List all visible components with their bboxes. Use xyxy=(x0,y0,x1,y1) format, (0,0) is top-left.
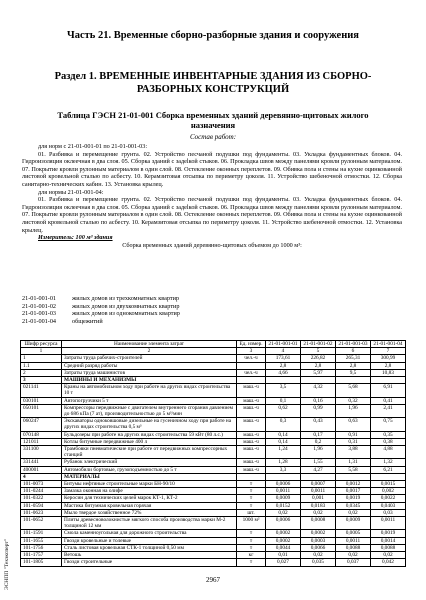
table-row xyxy=(21,466,406,473)
cell-code: 101-0244 xyxy=(21,488,62,495)
norm-code-list xyxy=(22,295,402,325)
norm-code: 21-01-001-01 xyxy=(22,295,57,302)
table-row xyxy=(21,362,406,369)
cell-unit xyxy=(237,377,266,384)
table-row xyxy=(21,544,406,551)
table-row xyxy=(21,495,406,502)
column-number: 1 xyxy=(21,348,62,355)
cell-value: 0,002 xyxy=(371,488,406,495)
column-header: 21-01-001-01 xyxy=(266,341,301,348)
table-row xyxy=(21,418,406,431)
cell-value: 0,0009 xyxy=(266,495,301,502)
table-row xyxy=(21,473,406,480)
cell-value: 1,96 xyxy=(301,446,336,459)
cell-code: 2 xyxy=(21,369,62,376)
cell-unit: чел.-ч xyxy=(237,369,266,376)
cell-value: 10,83 xyxy=(371,369,406,376)
cell-name: Плиты древесноволокнистые мягкого способа производства марки М-2 толщиной 12 мм xyxy=(62,517,237,530)
cell-value: 5,97 xyxy=(301,369,336,376)
table-row xyxy=(21,355,406,362)
cell-name: Затраты труда машинистов xyxy=(62,369,237,376)
cell-name: Краны на автомобильном ходу при работе на других видах строительства 10 т xyxy=(62,384,237,397)
cell-unit: 1000 м² xyxy=(237,517,266,530)
table-row xyxy=(21,517,406,530)
cell-value: 2,8 xyxy=(336,362,371,369)
cell-value xyxy=(371,377,406,384)
table-title: Таблица ГЭСН 21-01-001 Сборка временных зданий деревянно-щитовых жилого назначения xyxy=(57,110,369,130)
cell-value xyxy=(371,473,406,480)
column-number: 3 xyxy=(237,348,266,355)
column-header: Шифр ресурса xyxy=(21,341,62,348)
cell-unit: т xyxy=(237,559,266,566)
norm-code-description: жилых домов из однокомнатных квартир xyxy=(72,310,180,318)
cell-value: 1,55 xyxy=(301,459,336,466)
para1-head: для норм с 21-01-001-01 по 21-01-001-03: xyxy=(38,143,148,150)
table-row xyxy=(21,481,406,488)
cell-name: Бульдозеры при работе на других видах строительства 59 кВт (80 л.с.) xyxy=(62,431,237,438)
cell-name: Ветошь xyxy=(62,552,237,559)
cell-unit: чел.-ч xyxy=(237,355,266,362)
cell-value: 3,5 xyxy=(266,384,301,397)
table-row xyxy=(21,404,406,417)
norm-code-description: жилых домов из трехкомнатных квартир xyxy=(72,295,180,302)
cell-name: Сталь листовая кровельная СТК-1 толщиной 0,50 мм xyxy=(62,544,237,551)
cell-value: 0,01 xyxy=(266,552,301,559)
cell-value: 6,91 xyxy=(371,384,406,397)
column-header: 21-01-001-03 xyxy=(336,341,371,348)
table-row xyxy=(21,446,406,459)
cell-value: 2,8 xyxy=(301,362,336,369)
cell-value: 0,027 xyxy=(266,559,301,566)
cell-code: 400001 xyxy=(21,466,62,473)
cell-code: 4 xyxy=(21,473,62,480)
cell-unit: маш.-ч xyxy=(237,466,266,473)
cell-value: 0,63 xyxy=(336,418,371,431)
cell-value: 0,0015 xyxy=(371,481,406,488)
cell-value: 0,31 xyxy=(336,438,371,445)
cell-value: 0,0006 xyxy=(266,517,301,530)
cell-unit: т xyxy=(237,530,266,537)
cell-value xyxy=(336,377,371,384)
cell-code: 101-1655 xyxy=(21,537,62,544)
cell-unit: маш.-ч xyxy=(237,438,266,445)
cell-unit: кг xyxy=(237,552,266,559)
cell-code: 060247 xyxy=(21,418,62,431)
cell-unit: т xyxy=(237,544,266,551)
cell-value: 0,0002 xyxy=(301,530,336,537)
cell-name: Автопогрузчики 5 т xyxy=(62,397,237,404)
cell-code: 070148 xyxy=(21,431,62,438)
cell-value: 0,03 xyxy=(371,509,406,516)
para2-head: для нормы 21-01-001-04: xyxy=(38,188,104,196)
cell-value: 0,3 xyxy=(266,418,301,431)
cell-unit xyxy=(237,362,266,369)
cell-code: 101-0322 xyxy=(21,495,62,502)
cell-value: 0,62 xyxy=(266,404,301,417)
cell-code: 101-1591 xyxy=(21,530,62,537)
cell-name: Рубанок электрический xyxy=(62,459,237,466)
cell-code: 1 xyxy=(21,355,62,362)
cell-unit: маш.-ч xyxy=(237,404,266,417)
cell-name: Экскаваторы одноковшовые дизельные на гусеничном ходу при работе на других видах строительства 0,5 м³ xyxy=(62,418,237,431)
cell-value: 5,58 xyxy=(336,466,371,473)
cell-code: 050101 xyxy=(21,404,62,417)
cell-code: 331100 xyxy=(21,446,62,459)
cell-name: Гвозди строительные xyxy=(62,559,237,566)
norm-code: 21-01-001-03 xyxy=(22,310,57,318)
cell-code: 101-1757 xyxy=(21,552,62,559)
cell-value: 1,31 xyxy=(336,459,371,466)
cell-value: 4,32 xyxy=(301,384,336,397)
cell-unit: маш.-ч xyxy=(237,397,266,404)
cell-unit: маш.-ч xyxy=(237,418,266,431)
column-number: 6 xyxy=(336,348,371,355)
cell-value: 0,43 xyxy=(301,418,336,431)
cell-value: 2,41 xyxy=(371,404,406,417)
cell-value: 0,14 xyxy=(266,431,301,438)
cell-value: 0,02 xyxy=(336,509,371,516)
cell-unit: т xyxy=(237,481,266,488)
cell-code: 3 xyxy=(21,377,62,384)
column-header: 21-01-001-02 xyxy=(301,341,336,348)
cell-value: 0,02 xyxy=(301,509,336,516)
cell-value: 0,0014 xyxy=(371,537,406,544)
composition-label: Состав работ: xyxy=(189,133,237,141)
norm-code: 21-01-001-02 xyxy=(22,302,57,310)
norm-code-item xyxy=(22,303,402,311)
cell-value: 300,99 xyxy=(371,355,406,362)
cell-name: МАТЕРИАЛЫ xyxy=(62,473,237,480)
cell-name: Мастика битумная кровельная горячая xyxy=(62,502,237,509)
cell-code: 021141 xyxy=(21,384,62,397)
cell-value: 0,035 xyxy=(301,559,336,566)
cell-value xyxy=(301,473,336,480)
cell-value: 0,16 xyxy=(301,397,336,404)
cell-name: Гвозди кровельные и толевые xyxy=(62,537,237,544)
cell-value: 0,99 xyxy=(301,404,336,417)
cell-value: 1,24 xyxy=(266,446,301,459)
cell-unit: шт. xyxy=(237,509,266,516)
cell-value: 0,0019 xyxy=(371,530,406,537)
cell-name: Затраты труда рабочих-строителей xyxy=(62,355,237,362)
cell-value: 0,0008 xyxy=(301,517,336,530)
cell-value: 6,21 xyxy=(371,466,406,473)
cell-value: 5,68 xyxy=(336,384,371,397)
cell-value: 173,61 xyxy=(266,355,301,362)
cell-value: 0,32 xyxy=(336,397,371,404)
table-column-numbers xyxy=(21,348,406,355)
cell-value xyxy=(301,377,336,384)
cell-code: 030101 xyxy=(21,397,62,404)
para2: 01. Разбивка и перемещение грунта. 02. Устройство песчаной подушки под фундаменты. 03. Укладка фундаментных блоков. 04. Гидроизоляция оклеечная в два слоя. 05. Сборка зданий с задelкой стыков. 06. Прокладка швов между панелями кровли рулонным материалом. 07. Покрытие кровли рулонным материалом в один слой. 08. Остекление оконных переплетов. 09. Обивка пола и стены на кухне оцинкованной листовой кровельной сталью по асбесту. 10. Керамзитовая отсыпка по периметру цоколя. 11. Устройство шебеночной отмостки. 12. Установка крылец. xyxy=(22,196,402,234)
cell-value: 0,0005 xyxy=(336,530,371,537)
cell-value: 0,91 xyxy=(336,431,371,438)
cell-value: 0,0003 xyxy=(301,537,336,544)
cell-value: 0,042 xyxy=(371,559,406,566)
cell-code: 101-1805 xyxy=(21,559,62,566)
page-number: 2967 xyxy=(206,576,220,584)
cell-value: 0,0011 xyxy=(266,488,301,495)
cell-value: 0,0066 xyxy=(301,544,336,551)
cell-value: 0,0152 xyxy=(266,502,301,509)
cell-value: 0,75 xyxy=(371,418,406,431)
cell-unit: т xyxy=(237,495,266,502)
cell-code: 101-0623 xyxy=(21,509,62,516)
column-header: 21-01-001-04 xyxy=(371,341,406,348)
cell-unit: т xyxy=(237,488,266,495)
cell-value: 0,17 xyxy=(301,431,336,438)
cell-value: 0,02 xyxy=(371,552,406,559)
cell-value xyxy=(266,377,301,384)
cell-name: Трамбовки пневматические при работе от передвижных компрессорных станций xyxy=(62,446,237,459)
cell-value: 0,35 xyxy=(371,431,406,438)
table-header-row xyxy=(21,341,406,348)
cell-value: 0,0345 xyxy=(336,502,371,509)
cell-value: 0,41 xyxy=(371,397,406,404)
cell-unit: маш.-ч xyxy=(237,459,266,466)
cell-name: Замазка оконная на олифе xyxy=(62,488,237,495)
cell-value: 3,88 xyxy=(336,446,371,459)
table-row xyxy=(21,502,406,509)
cell-value: 1,32 xyxy=(371,459,406,466)
cell-value: 0,0011 xyxy=(371,517,406,530)
cell-value: 0,0088 xyxy=(371,544,406,551)
table-row xyxy=(21,397,406,404)
cell-value: 0,0183 xyxy=(301,502,336,509)
cell-name: МАШИНЫ И МЕХАНИЗМЫ xyxy=(62,377,237,384)
table-row xyxy=(21,438,406,445)
column-number: 2 xyxy=(62,348,237,355)
cell-value: 0,0403 xyxy=(371,502,406,509)
table-row xyxy=(21,537,406,544)
cell-unit: т xyxy=(237,502,266,509)
cell-value: 0,001 xyxy=(301,495,336,502)
cell-value: 0,38 xyxy=(371,438,406,445)
norm-code-description: жилых домов из двухкомнатных квартир xyxy=(72,302,180,310)
meter-label: Измеритель: 100 м³ здания xyxy=(38,234,113,242)
cell-value: 9,5 xyxy=(336,369,371,376)
norm-code-description: общежитий xyxy=(72,317,103,325)
table-row xyxy=(21,369,406,376)
cell-value: 2,8 xyxy=(266,362,301,369)
cell-value: 0,0044 xyxy=(266,544,301,551)
composition-text xyxy=(22,143,402,249)
table-row xyxy=(21,377,406,384)
cell-value: 226,82 xyxy=(301,355,336,362)
cell-value: 0,0007 xyxy=(301,481,336,488)
cell-value xyxy=(336,473,371,480)
cell-name: Компрессоры передвижные с двигателем внутреннего сгорания давлением до 686 кПа (7 ат), производительностью до 5 м³/мин xyxy=(62,404,237,417)
cell-code: 101-0594 xyxy=(21,502,62,509)
table-row xyxy=(21,530,406,537)
cell-value: 0,0002 xyxy=(266,530,301,537)
cell-value: 4,66 xyxy=(266,369,301,376)
cell-value: 0,0002 xyxy=(266,537,301,544)
cell-unit: маш.-ч xyxy=(237,384,266,397)
cell-unit: маш.-ч xyxy=(237,446,266,459)
cell-code: 101-0652 xyxy=(21,517,62,530)
cell-name: Битумы нефтяные строительные марки БН-90/10 xyxy=(62,481,237,488)
para1: 01. Разбивка и перемещение грунта. 02. Устройство песчаной подушки под фундаменты. 03. Укладка фундаментных блоков. 04. Гидроизоляция оклеечная в два слоя. 05. Сборка зданий с задelкой стыков. 06. Прокладка швов между панелями кровли рулонным материалом. 07. Покрытие кровли рулонным материалом в один слой. 08. Остекление оконных переплетов. 09. Обивка пола и стены на кухне оцинкованной листовой кровельной сталью по асбесту. 10. Керамзитовая отсыпка по периметру цоколя. 11. Устройство шебеночной отмостки. 12. Сборка санитарно-технических кабин. 13. Установка крылец. xyxy=(22,150,402,188)
cell-value: 0,1 xyxy=(266,397,301,404)
cell-value: 0,0019 xyxy=(336,495,371,502)
cell-value: 0,0011 xyxy=(336,537,371,544)
cell-name: Котлы битумные передвижные 400 л xyxy=(62,438,237,445)
cell-value: 0,2 xyxy=(301,438,336,445)
cell-value: 0,037 xyxy=(336,559,371,566)
part-title: Часть 21. Временные сборно-разборные здания и сооружения xyxy=(67,30,359,41)
table-row xyxy=(21,459,406,466)
column-header: Ед. измер. xyxy=(237,341,266,348)
cell-value: 0,02 xyxy=(301,552,336,559)
cell-value: 0,14 xyxy=(266,438,301,445)
cell-value: 0,02 xyxy=(336,552,371,559)
cell-value: 2,8 xyxy=(371,362,406,369)
cell-value: 0,0009 xyxy=(336,517,371,530)
cell-code: 1.1 xyxy=(21,362,62,369)
cell-code: 101-1756 xyxy=(21,544,62,551)
table-row xyxy=(21,488,406,495)
cell-code: 101-0073 xyxy=(21,481,62,488)
column-number: 5 xyxy=(301,348,336,355)
cell-value: 4,88 xyxy=(371,446,406,459)
cell-name: Мыло твердое хозяйственное 72% xyxy=(62,509,237,516)
table-row xyxy=(21,384,406,397)
cell-name: Смола каменноугольная для дорожного строительства xyxy=(62,530,237,537)
cell-code: 121011 xyxy=(21,438,62,445)
cell-unit xyxy=(237,473,266,480)
subhead: Сборка временных зданий деревянно-щитовых объемом до 1000 м³: xyxy=(122,241,302,249)
cell-value: 4,27 xyxy=(301,466,336,473)
cell-value: 1,28 xyxy=(266,459,301,466)
norm-code-item xyxy=(22,318,402,326)
cell-value: 0,0017 xyxy=(336,488,371,495)
cell-value: 0,0012 xyxy=(336,481,371,488)
cell-name: Средний разряд работы xyxy=(62,362,237,369)
norm-code: 21-01-001-04 xyxy=(22,317,57,325)
side-watermark: ЭСНПП "Техэксперт" xyxy=(4,538,10,590)
cell-value: 0,0006 xyxy=(266,481,301,488)
table-row xyxy=(21,552,406,559)
cell-value: 0,02 xyxy=(266,509,301,516)
table-row xyxy=(21,559,406,566)
cell-value: 265,31 xyxy=(336,355,371,362)
norm-code-item xyxy=(22,310,402,318)
cell-unit: маш.-ч xyxy=(237,431,266,438)
column-header: Наименование элемента затрат xyxy=(62,341,237,348)
table-row xyxy=(21,509,406,516)
cell-name: Керосин для технических целей марок КТ-1, КТ-2 xyxy=(62,495,237,502)
cell-value: 0,0011 xyxy=(301,488,336,495)
cell-value: 3,3 xyxy=(266,466,301,473)
section-title: Раздел 1. ВРЕМЕННЫЕ ИНВЕНТАРНЫЕ ЗДАНИЯ ИЗ СБОРНО-РАЗБОРНЫХ КОНСТРУКЦИЙ xyxy=(54,71,372,95)
resource-table xyxy=(20,340,406,567)
cell-unit: т xyxy=(237,537,266,544)
column-number: 4 xyxy=(266,348,301,355)
cell-code: 331441 xyxy=(21,459,62,466)
cell-value: 0,0022 xyxy=(371,495,406,502)
cell-value: 0,0088 xyxy=(336,544,371,551)
cell-value: 1,96 xyxy=(336,404,371,417)
cell-value xyxy=(266,473,301,480)
norm-code-item xyxy=(22,295,402,303)
table-row xyxy=(21,431,406,438)
column-number: 7 xyxy=(371,348,406,355)
cell-name: Автомобили бортовые, грузоподъемностью до 5 т xyxy=(62,466,237,473)
